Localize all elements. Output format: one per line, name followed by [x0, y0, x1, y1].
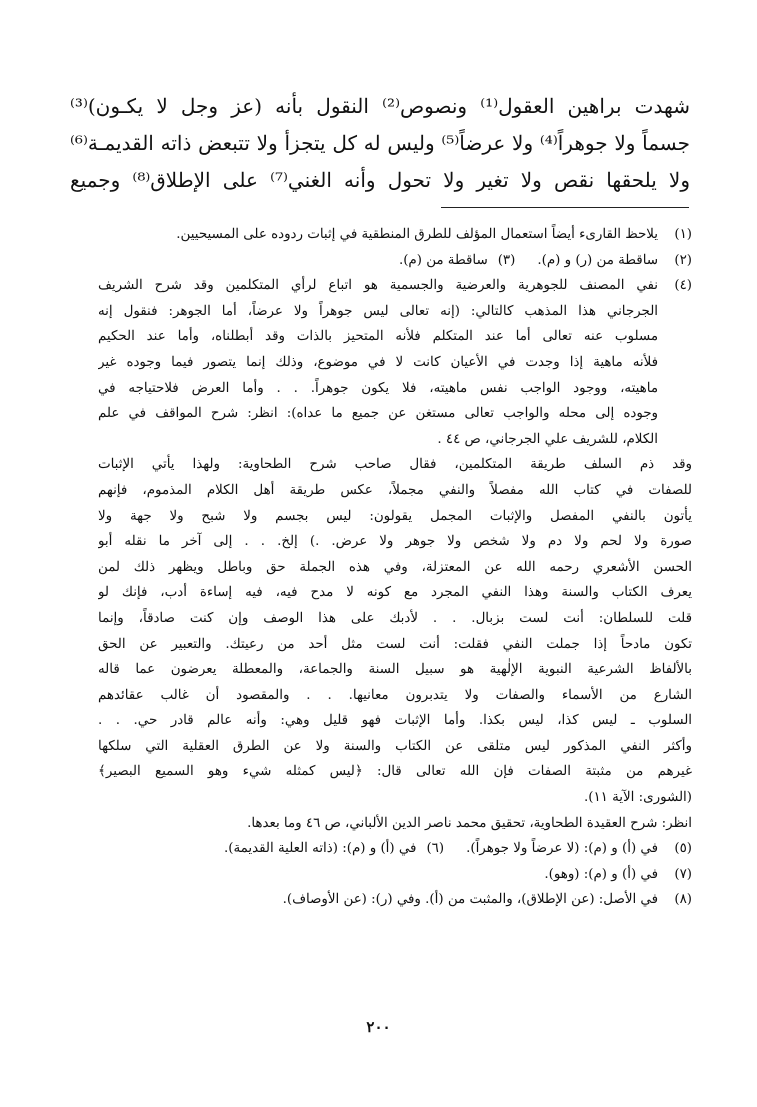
main-text-line: جسماً ولا جوهراً⁽⁴⁾ ولا عرضاً⁽⁵⁾ وليس له كل يتجزأ ولا تتبعض ذاته القديمـة⁽⁶⁾	[70, 131, 690, 155]
main-text-line: شهدت براهين العقول⁽¹⁾ ونصوص⁽²⁾ النقول بأنه (عز وجل لا يكـون)⁽³⁾	[70, 94, 690, 118]
footnote-8	[98, 887, 692, 913]
footnote-text-line: الحسن الأشعري رحمه الله عن المعتزلة، وفي هذه الجملة حق وباطل ويظهر ذلك لمن	[98, 559, 692, 575]
footnote-text-line: تكون مادحاً إذا جملت النفي فقلت: أنت لست مثل أحد من رعيتك. والتعبير عن الحق	[98, 636, 692, 652]
footnote-number: (٦)	[426, 841, 445, 857]
footnote-5-6	[98, 836, 692, 862]
footnote-text: في (أ) و (م): (لا عرضاً ولا جوهراً).	[466, 841, 658, 857]
footnotes	[98, 222, 692, 913]
footnote-text-line: يأتون بالنفي المفصل والإثبات المجمل يقولون: ليس بجسم ولا شبح ولا جهة ولا	[98, 508, 692, 524]
footnote-text: ساقطة من (ر) و (م).	[537, 252, 658, 268]
footnote-text-line: وجوده إلى محله والواجب تعالى مستغن عن جميع ما عداه): انظر: شرح المواقف في علم	[98, 406, 658, 422]
footnote-text-line: ماهيته، ووجود الواجب نفس ماهيته، فلا يكون جوهراً. . . وأما العرض فلاحتياجه في	[98, 380, 658, 396]
main-text	[70, 88, 690, 199]
footnote-text-line: الجرجاني هذا المذهب كالتالي: (إنه تعالى ليس جوهراً ولا عرضاً، أما الجوهر: فنقول إنه	[98, 303, 658, 319]
footnote-number: (٨)	[674, 892, 692, 908]
footnote-number: (٢)	[674, 252, 692, 268]
footnote-text-line: نفي المصنف للجوهرية والعرضية والجسمية هو اتباع لرأي المتكلمين وقد شرح الشريف	[98, 278, 658, 294]
footnote-text: في (أ) و (م): (ذاته العلية القديمة).	[223, 841, 417, 857]
footnote-text-line: وقد ذم السلف طريقة المتكلمين، فقال صاحب شرح الطحاوية: ولهذا يأتي الإثبات	[98, 457, 692, 473]
main-text-line: ولا يلحقها نقص ولا تغير ولا تحول وأنه الغني⁽⁷⁾ على الإطلاق⁽⁸⁾ وجميع	[70, 168, 690, 192]
footnote-text: في (أ) و (م): (وهو).	[544, 866, 658, 882]
footnote-4	[98, 273, 692, 452]
footnote-text-line: للصفات في كتاب الله مفصلاً والنفي مجملاً، عكس طريقة أهل الكلام المذموم، فإنهم	[98, 482, 692, 498]
footnote-number: (٣)	[497, 252, 516, 268]
footnote-text-line: الكلام، للشريف علي الجرجاني، ص ٤٤ .	[437, 431, 658, 447]
footnote-1	[98, 222, 692, 248]
footnote-text-line: فلأنه ماهية إذا وجدت في الأعيان كانت لا في موضوع، وذلك إنما يتصور فيما وجوده غير	[98, 354, 658, 370]
footnote-number: (١)	[674, 227, 692, 242]
footnote-text-line: مسلوب عنه تعالى أما عند المتكلم فلأنه المتحيز بالذات وقد أبطلناه، وأما عند الحكيم	[98, 329, 658, 345]
footnote-text-line: يعرف الكتاب والسنة وهذا النفي المجرد مع كونه لا مدح فيه، فيه إساءة أدب، فإنك لو	[98, 585, 692, 601]
footnote-number: (٥)	[674, 841, 692, 857]
footnote-separator	[441, 207, 689, 208]
footnote-text-line: انظر: شرح العقيدة الطحاوية، تحقيق محمد ناصر الدين الألباني، ص ٤٦ وما بعدها.	[247, 815, 692, 831]
footnote-text-line: بالألفاظ الشرعية النبوية الإلٰهية هو سبيل السنة والجماعة، والمعطلة يعرضون عما قاله	[98, 662, 692, 678]
page-number: ٢٠٠	[366, 1018, 391, 1036]
footnote-text-line: غيرهم من مثبتة الصفات فإن الله تعالى قال: ﴿ليس كمثله شيء وهو السميع البصير﴾	[98, 764, 692, 780]
footnote-4-continuation	[98, 452, 692, 836]
footnote-number: (٧)	[674, 866, 692, 882]
footnote-7	[98, 862, 692, 888]
footnote-text-line: الشارع من الأسماء والصفات ولا يتدبرون معانيها. . . والمقصود أن غالب عقائدهم	[98, 687, 692, 703]
footnote-text-line: صورة ولا لحم ولا دم ولا شخص ولا جوهر ولا عرض. .) إلخ. . . إلى آخر ما نقله أبو	[98, 534, 692, 550]
footnote-2-3	[98, 248, 692, 274]
footnote-text-line: السلوب ـ ليس كذا، ليس بكذا. وأما الإثبات فهو قليل وهي: وأنه عالم قادر حي. . .	[98, 713, 692, 729]
footnote-text-line: قلت للسلطان: أنت لست بزبال. . . لأدبك على هذا الوصف وإن كنت صادقاً، وإنما	[98, 610, 692, 626]
footnote-text-line: (الشورى: الآية ١١).	[584, 790, 692, 806]
footnote-text-line: وأكثر النفي المذكور ليس متلقى عن الكتاب والسنة ولا عن الطرق العقلية التي سلكها	[98, 738, 692, 754]
footnote-text: في الأصل: (عن الإطلاق)، والمثبت من (أ). وفي (ر): (عن الأوصاف).	[282, 892, 658, 908]
footnote-text: يلاحظ القارىء أيضاً استعمال المؤلف للطرق المنطقية في إثبات ردوده على المسيحيين.	[176, 227, 658, 242]
footnote-text: ساقطة من (م).	[398, 252, 488, 268]
footnote-number: (٤)	[674, 278, 692, 294]
